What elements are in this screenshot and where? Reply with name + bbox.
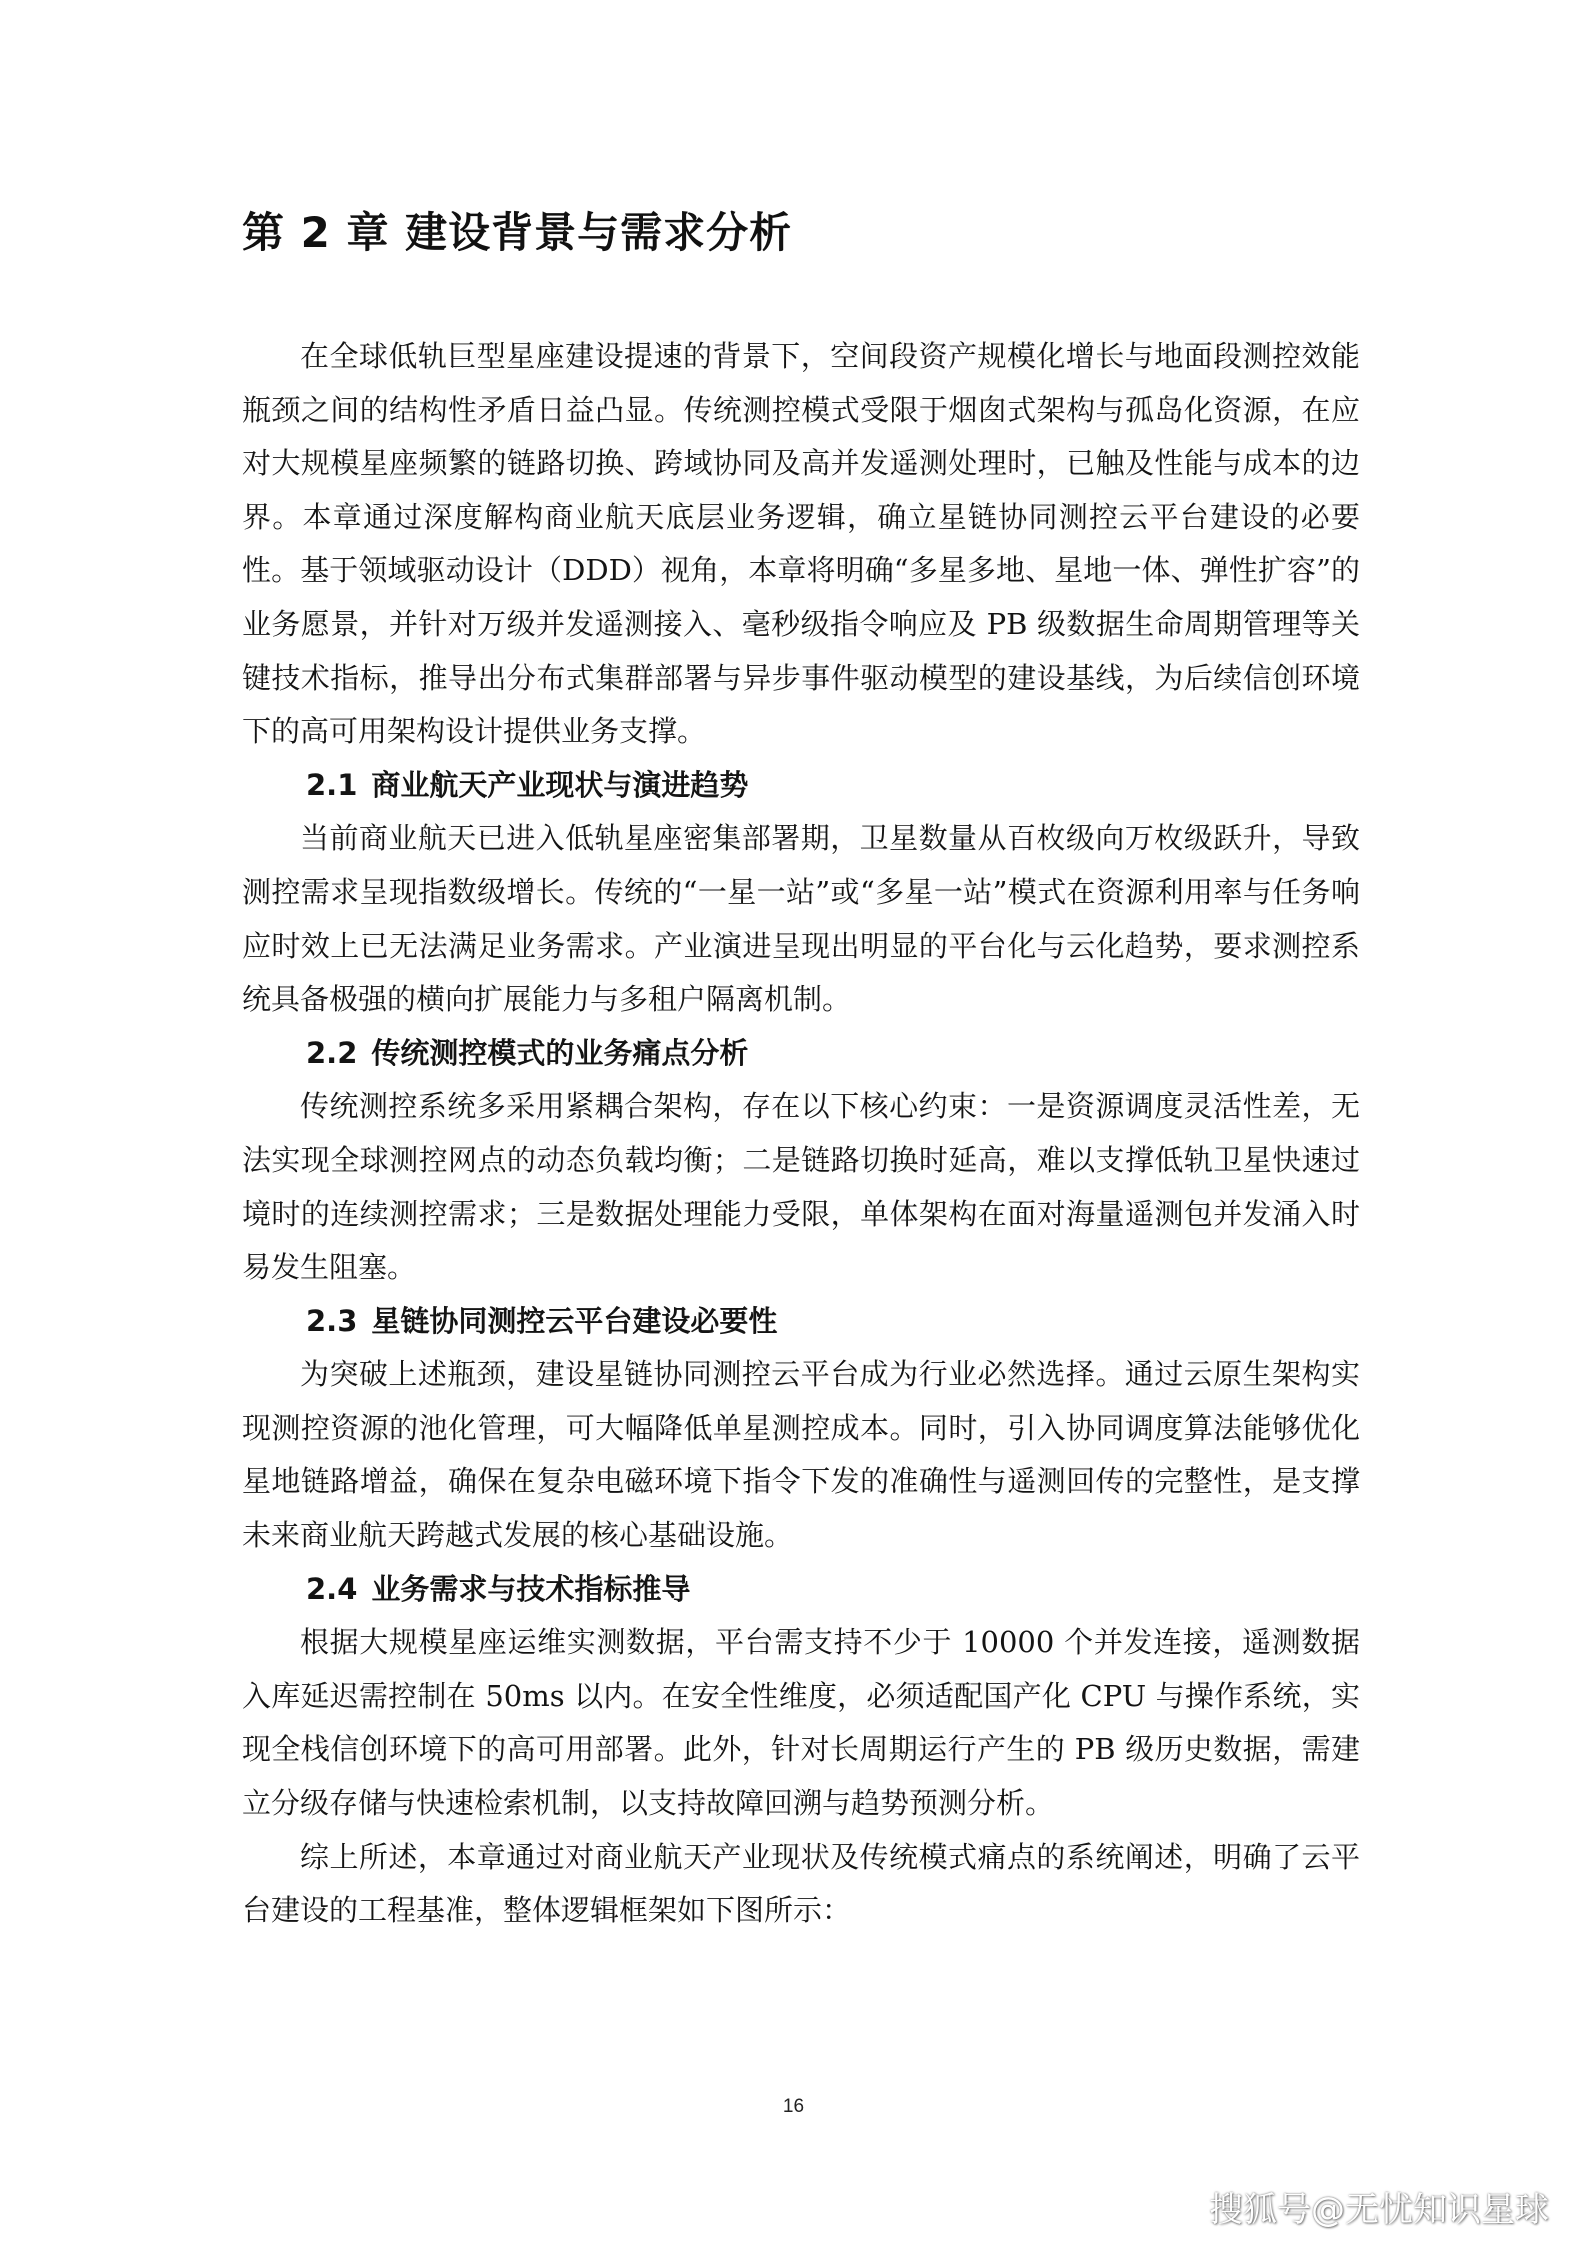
- document-body: [242, 330, 1360, 1938]
- intro-paragraph: 在全球低轨巨型星座建设提速的背景下，空间段资产规模化增长与地面段测控效能瓶颈之间的结构性矛盾日益凸显。传统测控模式受限于烟囱式架构与孤岛化资源，在应对大规模星座频繁的链路切换、跨域协同及高并发遥测处理时，已触及性能与成本的边界。本章通过深度解构商业航天底层业务逻辑，确立星链协同测控云平台建设的必要性。基于领域驱动设计（DDD）视角，本章将明确“多星多地、星地一体、弹性扩容”的业务愿景，并针对万级并发遥测接入、毫秒级指令响应及 PB 级数据生命周期管理等关键技术指标，推导出分布式集群部署与异步事件驱动模型的建设基线，为后续信创环境下的高可用架构设计提供业务支撑。: [242, 339, 1360, 749]
- section-heading-2-2: [242, 1027, 1360, 1081]
- page-number: 16: [782, 2096, 805, 2117]
- chapter-title: 第 2 章 建设背景与需求分析: [242, 208, 793, 257]
- section-title: 商业航天产业现状与演进趋势: [371, 767, 749, 802]
- section-number: 2.3: [306, 1303, 358, 1338]
- section-heading-2-4: [242, 1563, 1360, 1617]
- watermark: 搜狐号@无忧知识星球: [1209, 2190, 1549, 2230]
- section-paragraph-2-1: 当前商业航天已进入低轨星座密集部署期，卫星数量从百枚级向万枚级跃升，导致测控需求呈现指数级增长。传统的“一星一站”或“多星一站”模式在资源利用率与任务响应时效上已无法满足业务需求。产业演进呈现出明显的平台化与云化趋势，要求测控系统具备极强的横向扩展能力与多租户隔离机制。: [242, 821, 1360, 1017]
- section-title: 星链协同测控云平台建设必要性: [371, 1303, 778, 1338]
- section-title: 业务需求与技术指标推导: [371, 1571, 691, 1606]
- section-paragraph-2-3: 为突破上述瓶颈，建设星链协同测控云平台成为行业必然选择。通过云原生架构实现测控资源的池化管理，可大幅降低单星测控成本。同时，引入协同调度算法能够优化星地链路增益，确保在复杂电磁环境下指令下发的准确性与遥测回传的完整性，是支撑未来商业航天跨越式发展的核心基础设施。: [242, 1357, 1360, 1553]
- section-number: 2.1: [306, 767, 358, 802]
- section-number: 2.4: [306, 1571, 358, 1606]
- section-number: 2.2: [306, 1035, 358, 1070]
- section-heading-2-1: [242, 759, 1360, 813]
- section-heading-2-3: [242, 1295, 1360, 1349]
- section-title: 传统测控模式的业务痛点分析: [371, 1035, 749, 1070]
- conclusion-paragraph: 综上所述，本章通过对商业航天产业现状及传统模式痛点的系统阐述，明确了云平台建设的工程基准，整体逻辑框架如下图所示：: [242, 1839, 1360, 1928]
- section-paragraph-2-2: 传统测控系统多采用紧耦合架构，存在以下核心约束：一是资源调度灵活性差，无法实现全球测控网点的动态负载均衡；二是链路切换时延高，难以支撑低轨卫星快速过境时的连续测控需求；三是数据处理能力受限，单体架构在面对海量遥测包并发涌入时易发生阻塞。: [242, 1089, 1360, 1285]
- section-paragraph-2-4: 根据大规模星座运维实测数据，平台需支持不少于 10000 个并发连接，遥测数据入库延迟需控制在 50ms 以内。在安全性维度，必须适配国产化 CPU 与操作系统，实现全栈信创环境下的高可用部署。此外，针对长周期运行产生的 PB 级历史数据，需建立分级存储与快速检索机制，以支持故障回溯与趋势预测分析。: [242, 1625, 1360, 1821]
